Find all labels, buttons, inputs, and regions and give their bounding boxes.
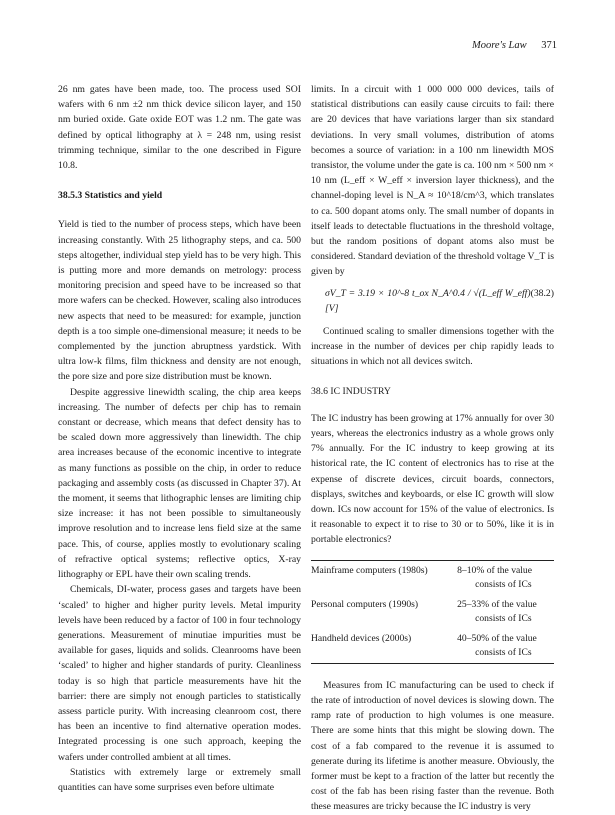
share-continuation: consists of ICs xyxy=(475,646,532,658)
table-cell-device: Handheld devices (2000s) xyxy=(311,632,412,644)
paragraph: Continued scaling to smaller dimensions together with the increase in the number of devices per chip rapidly leads to situations in which not all devices switch. xyxy=(311,326,554,368)
paragraph: Despite aggressive linewidth scaling, the chip area keeps increasing. The number of defects per chip has to remain constant or decrease, which means that defect density has to be scaled down more aggressively than linewidth. The chip area increases because of the economic incentive to integrate as many functions as possible on the chip, in order to reduce packaging and assembly costs (as discussed in Chapter 37). At the moment, it seems that lithographic lenses are limiting chip size increase: it has not been possible to simultaneously improve resolution and to increase lens field size at the same pace. This, of course, applies mostly to evolutionary scaling of refractive optical systems; reflective optics, X-ray lithography or EPL have their own scaling trends. xyxy=(58,386,301,581)
equation-number: (38.2) xyxy=(530,287,554,299)
page-number: 371 xyxy=(541,40,557,51)
table-row xyxy=(311,629,554,664)
share-value: 40–50% of the value xyxy=(457,632,537,644)
right-column xyxy=(311,82,554,815)
equation-block xyxy=(325,286,554,316)
paragraph: Statistics with extremely large or extremely small quantities can have some surprises even before ultimate xyxy=(58,766,301,793)
running-head xyxy=(472,40,557,51)
paragraph: Chemicals, DI-water, process gases and targets have been ‘scaled’ to higher and higher purity levels. Metal impurity levels have been reduced by a factor of 100 in four technology generations. Measurement of minutiae impurities must be available for gases, liquids and solids. Cleanrooms have been ‘scaled’ to higher and higher standards of purity. Cleanliness today is so high that particle measurements have hit the barrier: there are simply not enough particles to statistically assess particle purity. With increasing cleanroom cost, there has been an incentive to find alternative operation modes. Integrated processing is one such approach, keeping the wafers under controlled ambient at all times. xyxy=(58,584,301,763)
ic-content-table xyxy=(311,560,554,664)
paragraph: limits. In a circuit with 1 000 000 000 devices, tails of statistical distributions can easily cause circuits to fail: there are 20 devices that have variations larger than six standard deviations. In very small volumes, distribution of atoms becomes a source of variation: in a 100 nm linewidth MOS transistor, the volume under the gate is ca. 100 nm × 500 nm × 10 nm (L_eff × W_eff × inversion layer thickness), and the channel-doping level is N_A ≈ 10^18/cm^3, which translates to ca. 500 dopant atoms only. The small number of dopants in itself leads to detectable fluctuations in the threshold voltage, but the random positions of dopant atoms also must be considered. Standard deviation of the threshold voltage V_T is given by xyxy=(311,84,554,278)
paragraph: 26 nm gates have been made, too. The process used SOI wafers with 6 nm ±2 nm thick device silicon layer, and 150 nm buried oxide. Gate oxide EOT was 1.2 nm. The gate was defined by optical lithography at λ = 248 nm, using resist trimming technique, similar to the one described in Figure 10.8. xyxy=(58,84,301,172)
section-heading: 38.6 IC INDUSTRY xyxy=(311,385,391,397)
table-cell-device: Mainframe computers (1980s) xyxy=(311,564,428,576)
table-cell-share xyxy=(451,629,554,664)
section-heading: 38.5.3 Statistics and yield xyxy=(58,190,163,202)
share-value: 8–10% of the value xyxy=(457,564,532,576)
paragraph: Yield is tied to the number of process steps, which have been increasing constantly. With 25 lithography steps, and ca. 500 steps altogether, individual step yield has to be very high. This is putting more and more demands on metrology: process monitoring precision and speed have to be increased so that more wafers can be checked. However, scaling also introduces new aspects that need to be measured: for example, junction depth is a too simple one-dimensional measure; it needs to be complemented by the junction abruptness yardstick. With ultra low-k films, film thickness and density are not enough, the pore size and pore size distribution must be known. xyxy=(58,219,301,383)
table-cell-share xyxy=(451,595,554,629)
table-cell-share xyxy=(451,560,554,595)
share-value: 25–33% of the value xyxy=(457,598,537,610)
paragraph: The IC industry has been growing at 17% annually for over 30 years, whereas the electronics industry as a whole grows only 7% annually. For the IC industry to keep growing at its historical rate, the IC content of electronics has to rise at the expense of discrete devices, circuit boards, connectors, displays, switches and keyboards, or else IC growth will slow down. ICs now account for 15% of the value of electronics. Is it reasonable to expect it to rise to 30 or to 50%, like it is in portable electronics? xyxy=(311,412,554,546)
table-row xyxy=(311,560,554,595)
left-column xyxy=(58,82,301,795)
equation: σV_T = 3.19 × 10^-8 t_ox N_A^0.4 / √(L_eff W_eff) [V] xyxy=(325,287,531,314)
paragraph: Measures from IC manufacturing can be used to check if the rate of introduction of novel devices is slowing down. The ramp rate of production to high volumes is one measure. There are some hints that this might be slowing down. The cost of a fab compared to the revenue it is assumed to generate during its lifetime is another measure. Obviously, the former must be kept to a fraction of the latter but recently the cost of the fab has been rising faster than the revenue. Both these measures are tricky because the IC industry is very xyxy=(311,679,554,813)
table-cell-device: Personal computers (1990s) xyxy=(311,598,419,610)
running-title: Moore's Law xyxy=(471,40,527,51)
share-continuation: consists of ICs xyxy=(475,578,532,590)
share-continuation: consists of ICs xyxy=(475,612,532,624)
table-row xyxy=(311,595,554,629)
